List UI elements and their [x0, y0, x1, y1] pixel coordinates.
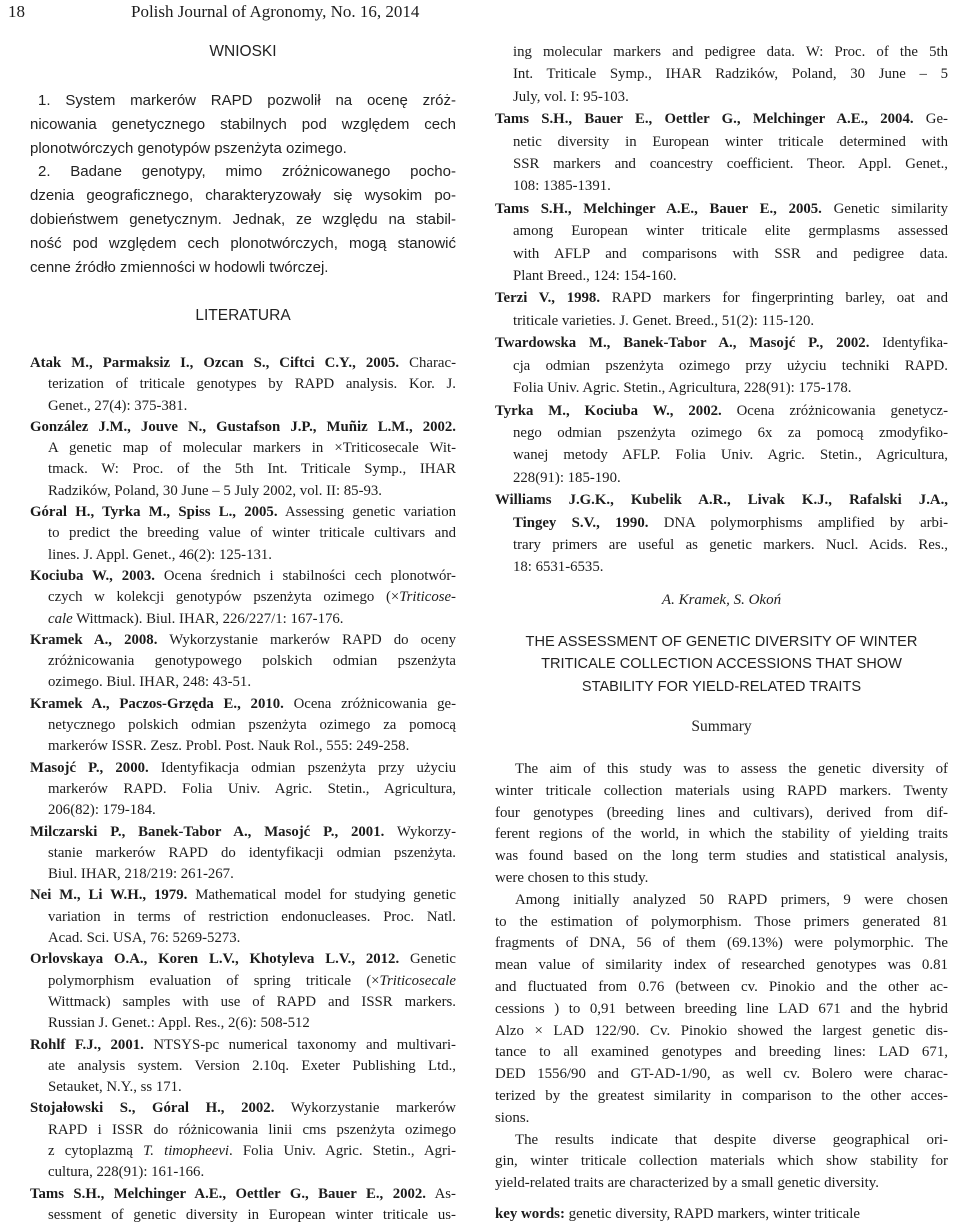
text-line [495, 1042, 948, 1064]
summary-body [495, 759, 948, 1195]
reference-line [30, 822, 456, 843]
text-line [495, 759, 948, 781]
reference-segment: czych w kolekcji genotypów pszenżyta ozimego (× [48, 589, 400, 606]
reference-line [30, 374, 456, 395]
text-segment: ferent regions of the world, in which the stability of yielding traits [495, 826, 948, 843]
reference-line [495, 198, 948, 220]
reference-segment: Tams S.H., Melchinger A.E., Bauer E., 2005. [495, 200, 822, 217]
reference-line [495, 444, 948, 466]
reference-segment: Wykorzy- [384, 823, 456, 840]
reference-segment: to predict the breeding value of winter triticale cultivars and [48, 525, 456, 542]
reference-line [495, 41, 948, 63]
reference-line [30, 800, 456, 821]
reference-line [495, 243, 948, 265]
reference-segment: July, vol. I: 95-103. [513, 88, 629, 105]
reference-segment: Folia Univ. Agric. Stetin., Agricultura, 228(91): 175-178. [513, 380, 852, 397]
reference-segment: Wykorzystanie markerów [274, 1100, 456, 1117]
summary-paragraph [495, 759, 948, 890]
reference-line [30, 1120, 456, 1141]
reference-line [30, 864, 456, 885]
reference-line [30, 1205, 456, 1226]
reference-line [30, 502, 456, 523]
reference-entry [30, 1098, 456, 1183]
reference-segment: Identyfikacja odmian pszenżyta przy użyciu [148, 759, 456, 776]
reference-line [495, 220, 948, 242]
reference-line [30, 566, 456, 587]
reference-line [30, 992, 456, 1013]
keywords-line [495, 1204, 948, 1225]
reference-segment: Setauket, N.Y., ss 171. [48, 1079, 182, 1096]
text-line [495, 1108, 948, 1130]
reference-segment: netic diversity in European winter triticale determined with [513, 133, 948, 150]
reference-entry [30, 502, 456, 566]
reference-line [495, 153, 948, 175]
reference-segment: Kramek A., 2008. [30, 631, 158, 648]
text-line [495, 1130, 948, 1152]
reference-entry [495, 332, 948, 399]
reference-segment: Triticose- [399, 589, 456, 606]
text-line [30, 113, 456, 137]
reference-segment: Wittmack). Biul. IHAR, 226/227/1: 167-176. [72, 610, 344, 627]
reference-segment: Williams J.G.K., Kubelik A.R., Livak K.J., Rafalski J.A., [495, 492, 948, 509]
text-segment: mean value of similarity index of researched genotypes was 0.81 [495, 957, 948, 974]
reference-segment: Atak M., Parmaksiz I., Ozcan S., Ciftci C.Y., 2005. [30, 355, 400, 371]
reference-segment: Rohlf F.J., 2001. [30, 1036, 144, 1053]
text-segment: winter triticale collection materials using RAPD markers. Twenty [495, 782, 948, 799]
reference-line [495, 287, 948, 309]
reference-entry [30, 630, 456, 694]
reference-segment: Tyrka M., Kociuba W., 2002. [495, 402, 722, 419]
reference-line [30, 1035, 456, 1056]
reference-segment: RAPD markers for fingerprinting barley, oat and [600, 290, 948, 307]
reference-line [30, 1098, 456, 1119]
reference-segment: Wittmack) samples with use of RAPD and ISSR markers. [48, 993, 456, 1010]
reference-segment: wanej metody AFLP. Folia Univ. Agric. Stetin., Agricultura, [513, 447, 948, 464]
reference-segment: Triticosecale [379, 972, 456, 989]
summary-paragraph [495, 890, 948, 1130]
references-list-left [30, 353, 456, 1226]
reference-segment: Russian J. Genet.: Appl. Res., 2(6): 508-512 [48, 1015, 310, 1032]
reference-segment: Milczarski P., Banek-Tabor A., Masojć P., 2001. [30, 823, 385, 840]
reference-segment: terization of triticale genotypes by RAPD analysis. Kor. J. [48, 376, 456, 393]
reference-segment: RAPD i ISSR do różnicowania linii cms pszenżyta ozimego [48, 1121, 456, 1138]
reference-segment: z cytoplazmą [48, 1142, 144, 1159]
text-segment: The aim of this study was to assess the genetic diversity of [515, 761, 948, 777]
reference-entry [495, 198, 948, 288]
reference-line [495, 422, 948, 444]
text-segment: 2. Badane genotypy, mimo zróżnicowanego pocho- [38, 163, 456, 181]
summary-title-line: TRITICALE COLLECTION ACCESSIONS THAT SHOW [541, 656, 902, 673]
reference-segment: Identyfika- [869, 335, 948, 352]
text-line [495, 999, 948, 1021]
reference-segment: Terzi V., 1998. [495, 290, 601, 307]
text-segment: dobieństwem genetycznym. Jednak, ze względu na stabil- [30, 210, 456, 228]
reference-segment: Ocena średnich i stabilności cech plonotwór- [155, 567, 456, 584]
reference-segment: markerów RAPD. Folia Univ. Agric. Stetin., Agricultura, [48, 780, 456, 797]
reference-line [30, 907, 456, 928]
text-line [30, 89, 456, 113]
reference-line [30, 545, 456, 566]
reference-segment: Orlovskaya O.A., Koren L.V., Khotyleva L.V., 2012. [30, 951, 400, 968]
text-segment: were chosen to this study. [495, 869, 649, 886]
reference-line [495, 108, 948, 130]
reference-segment: Genetic [399, 951, 456, 968]
reference-segment: among European winter triticale elite germplasms assessed [513, 223, 948, 240]
text-segment: 1. System markerów RAPD pozwolił na ocenę zróż- [38, 92, 456, 109]
reference-line [30, 459, 456, 480]
reference-segment: markerów ISSR. Zesz. Probl. Post. Nauk Rol., 555: 249-258. [48, 738, 410, 755]
reference-segment: Twardowska M., Banek-Tabor A., Masojć P., 2002. [495, 335, 870, 352]
reference-segment: 228(91): 185-190. [513, 469, 621, 486]
reference-segment: Assessing genetic variation [277, 504, 456, 521]
text-line [30, 184, 456, 208]
conclusion-paragraph [30, 160, 456, 279]
reference-line [495, 265, 948, 287]
text-segment: four genotypes (breeding lines and cultivars), derived from dif- [495, 804, 948, 821]
reference-segment: Mathematical model for studying genetic [187, 887, 456, 904]
text-segment: ność pod względem cech plonotwórczych, mogą stanowić [30, 234, 456, 252]
text-line [495, 933, 948, 955]
reference-line [30, 438, 456, 459]
reference-entry [495, 41, 948, 108]
text-line [30, 232, 456, 256]
reference-segment: ate analysis system. Version 2.10q. Exeter Publishing Ltd., [48, 1057, 456, 1074]
text-segment: was found based on the long term studies and statistical analysis, [495, 848, 948, 865]
reference-segment: stanie markerów RAPD do identyfikacji odmian pszenżyta. [48, 844, 456, 861]
keywords-text: genetic diversity, RAPD markers, winter triticale [564, 1206, 861, 1222]
text-line [495, 1173, 948, 1195]
text-line [495, 1151, 948, 1173]
reference-line [30, 587, 456, 608]
reference-segment: As- [425, 1185, 456, 1202]
summary-paragraph [495, 1130, 948, 1195]
reference-segment: Góral H., Tyrka M., Spiss L., 2005. [30, 504, 278, 521]
reference-entry [495, 108, 948, 198]
reference-segment: zróżnicowania genotypowego polskich odmian pszenżyta [48, 653, 456, 670]
references-list-right [495, 41, 948, 579]
reference-line [30, 630, 456, 651]
conclusions-heading: WNIOSKI [209, 43, 277, 60]
text-segment: The results indicate that despite diverse geographical ori- [515, 1131, 948, 1148]
reference-line [30, 971, 456, 992]
reference-segment: tmack. W: Proc. of the 5th Int. Triticale Symp., IHAR [48, 461, 456, 478]
reference-segment: Nei M., Li W.H., 1979. [30, 887, 188, 904]
reference-line [495, 131, 948, 153]
reference-segment: cultura, 228(91): 161-166. [48, 1164, 205, 1181]
reference-line [30, 885, 456, 906]
reference-line [30, 949, 456, 970]
text-line [495, 912, 948, 934]
reference-segment: Kociuba W., 2003. [30, 567, 156, 584]
reference-line [495, 489, 948, 511]
reference-entry [30, 885, 456, 949]
text-line [495, 955, 948, 977]
text-line [495, 803, 948, 825]
reference-segment: lines. J. Appl. Genet., 46(2): 125-131. [48, 546, 272, 563]
reference-line [30, 417, 456, 438]
reference-segment: A genetic map of molecular markers in ×Triticosecale Wit- [48, 440, 456, 457]
reference-line [30, 1077, 456, 1098]
reference-segment: cja odmian pszenżyta ozimego przy użyciu techniki RAPD. [513, 357, 948, 374]
reference-entry [30, 566, 456, 630]
text-segment: terized by the greatest similarity in comparison to the other acces- [495, 1087, 948, 1104]
reference-line [495, 332, 948, 354]
journal-title: Polish Journal of Agronomy, No. 16, 2014 [131, 2, 420, 21]
summary-heading: Summary [691, 718, 752, 735]
text-line [495, 824, 948, 846]
text-segment: nicowania genetycznego stabilnych pod względem cech [30, 115, 456, 133]
text-line [495, 890, 948, 912]
reference-segment: triticale varieties. J. Genet. Breed., 51(2): 115-120. [513, 312, 815, 329]
reference-segment: Ge- [913, 111, 948, 128]
keywords-label: key words: [495, 1206, 565, 1222]
reference-line [30, 1162, 456, 1183]
reference-segment: Tams S.H., Bauer E., Oettler G., Melchinger A.E., 2004. [495, 111, 914, 128]
text-segment: gin, winter triticale collection materials which show stability for [495, 1153, 948, 1170]
reference-segment: netycznego polskich odmian pszenżyta ozimego za pomocą [48, 717, 456, 734]
reference-line [495, 556, 948, 578]
reference-line [30, 843, 456, 864]
text-segment: Alzo × LAD 122/90. Cv. Pinokio showed the largest genetic dis- [495, 1022, 948, 1039]
reference-line [30, 523, 456, 544]
reference-segment: Int. Triticale Symp., IHAR Radzików, Poland, 30 June – 5 [513, 66, 948, 83]
text-line [495, 1064, 948, 1086]
reference-segment: polymorphism evaluation of spring triticale (× [48, 972, 380, 989]
reference-line [495, 467, 948, 489]
reference-line [495, 512, 948, 534]
text-segment: DED 1556/90 and GT-AD-1/90, as well cv. Bolero were charac- [495, 1066, 948, 1083]
reference-segment: nego odmian pszenżyta ozimego 6x za pomocą zmodyfiko- [513, 424, 948, 441]
reference-line [495, 63, 948, 85]
reference-segment: Acad. Sci. USA, 76: 5269-5273. [48, 930, 241, 947]
reference-segment: Wykorzystanie markerów RAPD do oceny [157, 631, 456, 648]
reference-line [495, 175, 948, 197]
reference-line [30, 396, 456, 417]
reference-line [495, 355, 948, 377]
references-heading: LITERATURA [195, 307, 291, 324]
text-line [495, 1086, 948, 1108]
text-segment: Among initially analyzed 50 RAPD primers, 9 were chosen [515, 891, 948, 908]
text-line [495, 846, 948, 868]
summary-title [495, 631, 948, 698]
reference-entry [495, 489, 948, 579]
text-segment: and fluctuated from 0.76 (between cv. Pinokio and the other ac- [495, 978, 948, 995]
reference-segment: Kramek A., Paczos-Grzęda E., 2010. [30, 695, 284, 712]
reference-segment: sessment of genetic diversity in European winter triticale us- [48, 1206, 456, 1223]
conclusion-paragraph [30, 89, 456, 160]
text-segment: sions. [495, 1109, 530, 1126]
reference-segment: DNA polymorphisms amplified by arbi- [648, 514, 948, 531]
reference-segment: trary primers are useful as genetic markers. Nucl. Acids. Res., [513, 536, 948, 553]
reference-entry [30, 949, 456, 1034]
reference-line [30, 353, 456, 374]
reference-segment: González J.M., Jouve N., Gustafson J.P., Muñiz L.M., 2002. [30, 418, 456, 435]
conclusions-body [30, 89, 456, 279]
text-segment: to the estimation of polymorphism. Those primers generated 81 [495, 913, 948, 930]
text-segment: fragments of DNA, 56 of them (69.13%) were polymorphic. The [495, 935, 948, 952]
reference-segment: Stojałowski S., Góral H., 2002. [30, 1100, 275, 1117]
reference-entry [495, 287, 948, 332]
reference-line [30, 694, 456, 715]
text-segment: tance to all examined genotypes and breeding lines: LAD 671, [495, 1044, 948, 1061]
summary-authors: A. Kramek, S. Okoń [661, 592, 782, 608]
reference-line [495, 310, 948, 332]
reference-entry [30, 758, 456, 822]
reference-line [30, 779, 456, 800]
reference-entry [30, 1035, 456, 1099]
reference-line [30, 1056, 456, 1077]
text-segment: yield-related traits are characterized by a small genetic diversity. [495, 1175, 879, 1192]
reference-segment: 108: 1385-1391. [513, 178, 611, 195]
reference-entry [30, 353, 456, 417]
reference-segment: Tams S.H., Melchinger A.E., Oettler G., Bauer E., 2002. [30, 1185, 426, 1202]
reference-line [30, 758, 456, 779]
page-number: 18 [8, 2, 25, 21]
reference-segment: ing molecular markers and pedigree data. W: Proc. of the 5th [513, 44, 948, 60]
reference-line [30, 1141, 456, 1162]
reference-segment: ozimego. Biul. IHAR, 248: 43-51. [48, 674, 252, 691]
reference-line [495, 534, 948, 556]
reference-segment: Plant Breed., 124: 154-160. [513, 268, 677, 285]
text-segment: cenne źródło zmienności w hodowli twórczej. [30, 258, 329, 276]
reference-segment: 18: 6531-6535. [513, 559, 604, 576]
reference-entry [30, 417, 456, 502]
text-line [30, 160, 456, 184]
reference-segment: Biul. IHAR, 218/219: 261-267. [48, 866, 234, 883]
reference-line [30, 1013, 456, 1034]
reference-line [30, 1184, 456, 1205]
reference-segment: variation in terms of restriction endonucleases. Proc. Natl. [48, 908, 456, 925]
reference-segment: NTSYS-pc numerical taxonomy and multivari- [143, 1036, 456, 1053]
reference-entry [495, 400, 948, 490]
reference-segment: Genet., 27(4): 375-381. [48, 397, 188, 414]
text-line [495, 781, 948, 803]
reference-line [30, 672, 456, 693]
reference-segment: Ocena zróżnicowania genetycz- [721, 402, 949, 419]
reference-segment: SSR markers and coancestry coefficient. Theor. Appl. Genet., [513, 156, 948, 173]
text-line [495, 977, 948, 999]
reference-segment: Charac- [399, 355, 456, 371]
text-segment: plonotwórczych genotypów pszenżyta ozimego. [30, 139, 347, 157]
reference-entry [30, 822, 456, 886]
reference-segment: T. timopheevi [143, 1142, 230, 1159]
reference-segment: Radzików, Poland, 30 June – 5 July 2002, vol. II: 85-93. [48, 482, 382, 499]
reference-segment: Masojć P., 2000. [30, 759, 149, 776]
reference-line [30, 715, 456, 736]
summary-title-line: THE ASSESSMENT OF GENETIC DIVERSITY OF WINTER [525, 634, 918, 650]
reference-line [30, 609, 456, 630]
text-segment: dzenia geograficznego, charakteryzowały się wysokim po- [30, 187, 456, 205]
reference-line [495, 377, 948, 399]
text-line [30, 208, 456, 232]
text-line [30, 256, 456, 280]
summary-title-line: STABILITY FOR YIELD-RELATED TRAITS [581, 678, 862, 695]
reference-segment: cale [48, 610, 73, 627]
reference-line [495, 86, 948, 108]
reference-segment: . Folia Univ. Agric. Stetin., Agri- [229, 1142, 456, 1159]
reference-segment: Genetic similarity [821, 200, 948, 217]
reference-segment: with AFLP and comparisons with SSR and pedigree data. [513, 245, 948, 262]
reference-line [30, 481, 456, 502]
text-line [495, 868, 948, 890]
reference-entry [30, 1184, 456, 1227]
text-line [495, 1021, 948, 1043]
text-line [30, 137, 456, 161]
reference-line [30, 928, 456, 949]
reference-entry [30, 694, 456, 758]
text-segment: cessions ) to 0,91 between breeding line LAD 671 and the hybrid [495, 1000, 948, 1017]
reference-segment: 206(82): 179-184. [48, 802, 156, 819]
reference-segment: Ocena zróżnicowania ge- [283, 695, 456, 712]
reference-segment: Tingey S.V., 1990. [513, 514, 649, 531]
reference-line [30, 651, 456, 672]
reference-line [30, 736, 456, 757]
reference-line [495, 400, 948, 422]
